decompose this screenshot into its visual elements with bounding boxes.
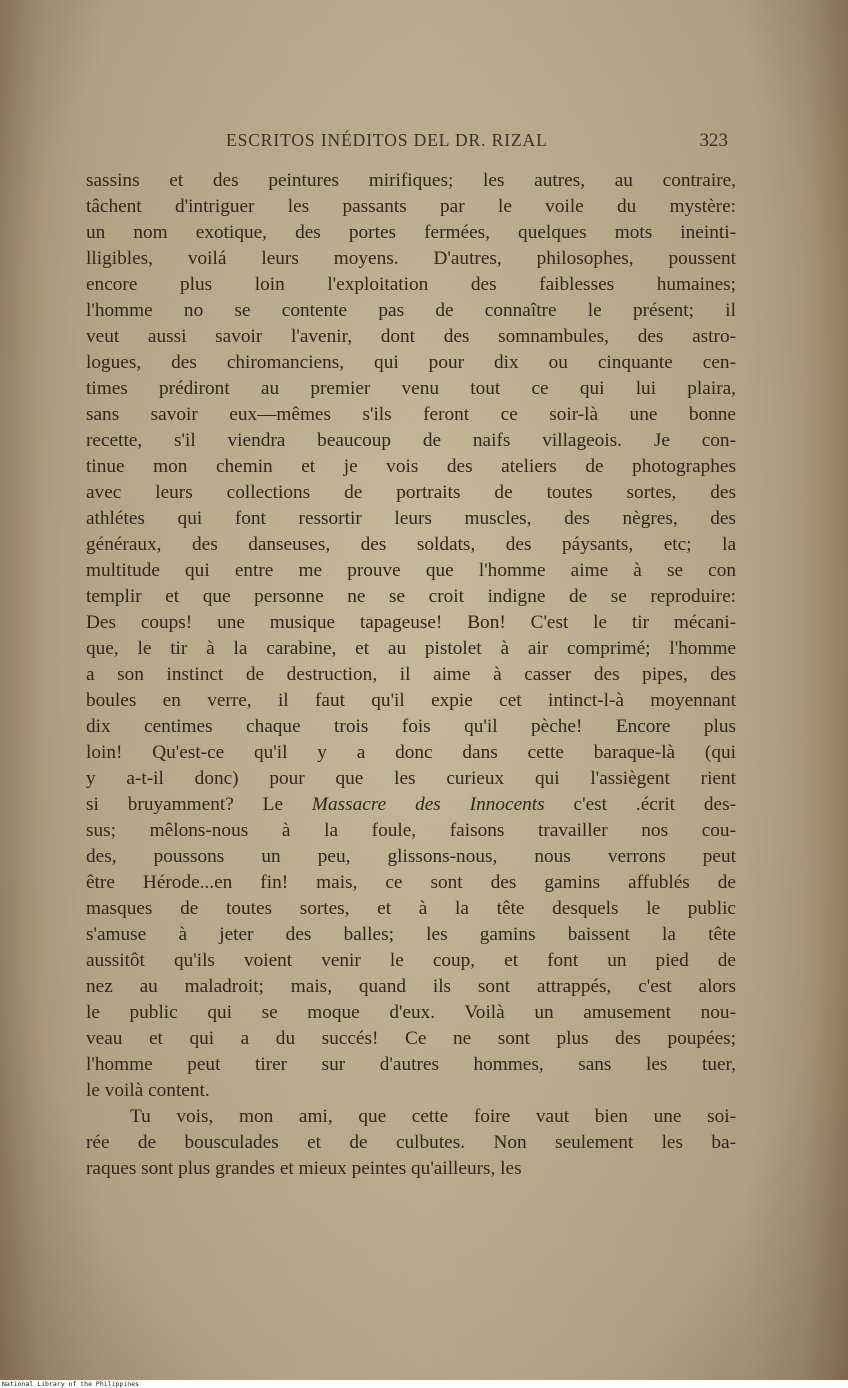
text-line: raques sont plus grandes et mieux peintes qu'ailleurs, les [86, 1158, 522, 1179]
text-line: être Hérode...en fin! mais, ce sont des gamins affublés de [86, 872, 736, 893]
text-line: s'amuse à jeter des balles; les gamins baissent la tête [86, 924, 736, 945]
text-line: sans savoir eux—mêmes s'ils feront ce soir-là une bonne [86, 404, 736, 425]
text-line: athlétes qui font ressortir leurs muscles, des nègres, des [86, 508, 736, 529]
text-line: lligibles, voilá leurs moyens. D'autres, philosophes, poussent [86, 248, 736, 269]
text-line: le public qui se moque d'eux. Voilà un amusement nou- [86, 1002, 736, 1023]
text-line: des, poussons un peu, glissons-nous, nous verrons peut [86, 846, 736, 867]
text-line: multitude qui entre me prouve que l'homme aime à se con [86, 560, 736, 581]
body-text [86, 168, 736, 1182]
text-line: généraux, des danseuses, des soldats, des páysants, etc; la [86, 534, 736, 555]
text-line: encore plus loin l'exploitation des faiblesses humaines; [86, 274, 736, 295]
text-line: logues, des chiromanciens, qui pour dix ou cinquante cen- [86, 352, 736, 373]
text-line: un nom exotique, des portes fermées, quelques mots ineinti- [86, 222, 736, 243]
text-line: loin! Qu'est-ce qu'il y a donc dans cette baraque-là (qui [86, 742, 736, 763]
text-line: templir et que personne ne se croit indigne de se reproduire: [86, 586, 736, 607]
text-line: Tu vois, mon ami, que cette foire vaut bien une soi- [130, 1106, 736, 1127]
text-line: dix centimes chaque trois fois qu'il pèche! Encore plus [86, 716, 736, 737]
text-line: avec leurs collections de portraits de toutes sortes, des [86, 482, 736, 503]
text-line: rée de bousculades et de culbutes. Non seulement les ba- [86, 1132, 736, 1153]
library-footer: National Library of the Philippines [2, 1380, 139, 1388]
text-line: l'homme peut tirer sur d'autres hommes, sans les tuer, [86, 1054, 736, 1075]
text-line: sassins et des peintures mirifiques; les autres, au contraire, [86, 170, 736, 191]
text-line: que, le tir à la carabine, et au pistolet à air comprimé; l'homme [86, 638, 736, 659]
text-line: sus; mêlons-nous à la foule, faisons travailler nos cou- [86, 820, 736, 841]
text-segment: c'est .écrit des- [544, 794, 736, 815]
text-segment: si bruyamment? Le [86, 794, 312, 815]
text-line: tinue mon chemin et je vois des ateliers de photographes [86, 456, 736, 477]
text-line: a son instinct de destruction, il aime à casser des pipes, des [86, 664, 736, 685]
text-line: veut aussi savoir l'avenir, dont des somnambules, des astro- [86, 326, 736, 347]
text-line: l'homme no se contente pas de connaître le présent; il [86, 300, 736, 321]
text-line: tâchent d'intriguer les passants par le voile du mystère: [86, 196, 736, 217]
text-line: boules en verre, il faut qu'il expie cet intinct-l-à moyennant [86, 690, 736, 711]
text-line: Des coups! une musique tapageuse! Bon! C'est le tir mécani- [86, 612, 736, 633]
running-header [226, 130, 728, 156]
text-line [86, 792, 736, 818]
running-title: ESCRITOS INÉDITOS DEL DR. RIZAL [226, 130, 548, 150]
text-line: veau et qui a du succés! Ce ne sont plus des poupées; [86, 1028, 736, 1049]
page-number: 323 [699, 130, 728, 151]
text-line: times prédiront au premier venu tout ce qui lui plaira, [86, 378, 736, 399]
text-line: masques de toutes sortes, et à la tête desquels le public [86, 898, 736, 919]
text-line: recette, s'il viendra beaucoup de naifs villageois. Je con- [86, 430, 736, 451]
italic-title: Massacre des Innocents [311, 794, 545, 815]
text-line: y a-t-il donc) pour que les curieux qui l'assiègent rient [86, 768, 736, 789]
text-line: le voilà content. [86, 1080, 210, 1101]
text-line: aussitôt qu'ils voient venir le coup, et font un pied de [86, 950, 736, 971]
text-line: nez au maladroit; mais, quand ils sont attrappés, c'est alors [86, 976, 736, 997]
